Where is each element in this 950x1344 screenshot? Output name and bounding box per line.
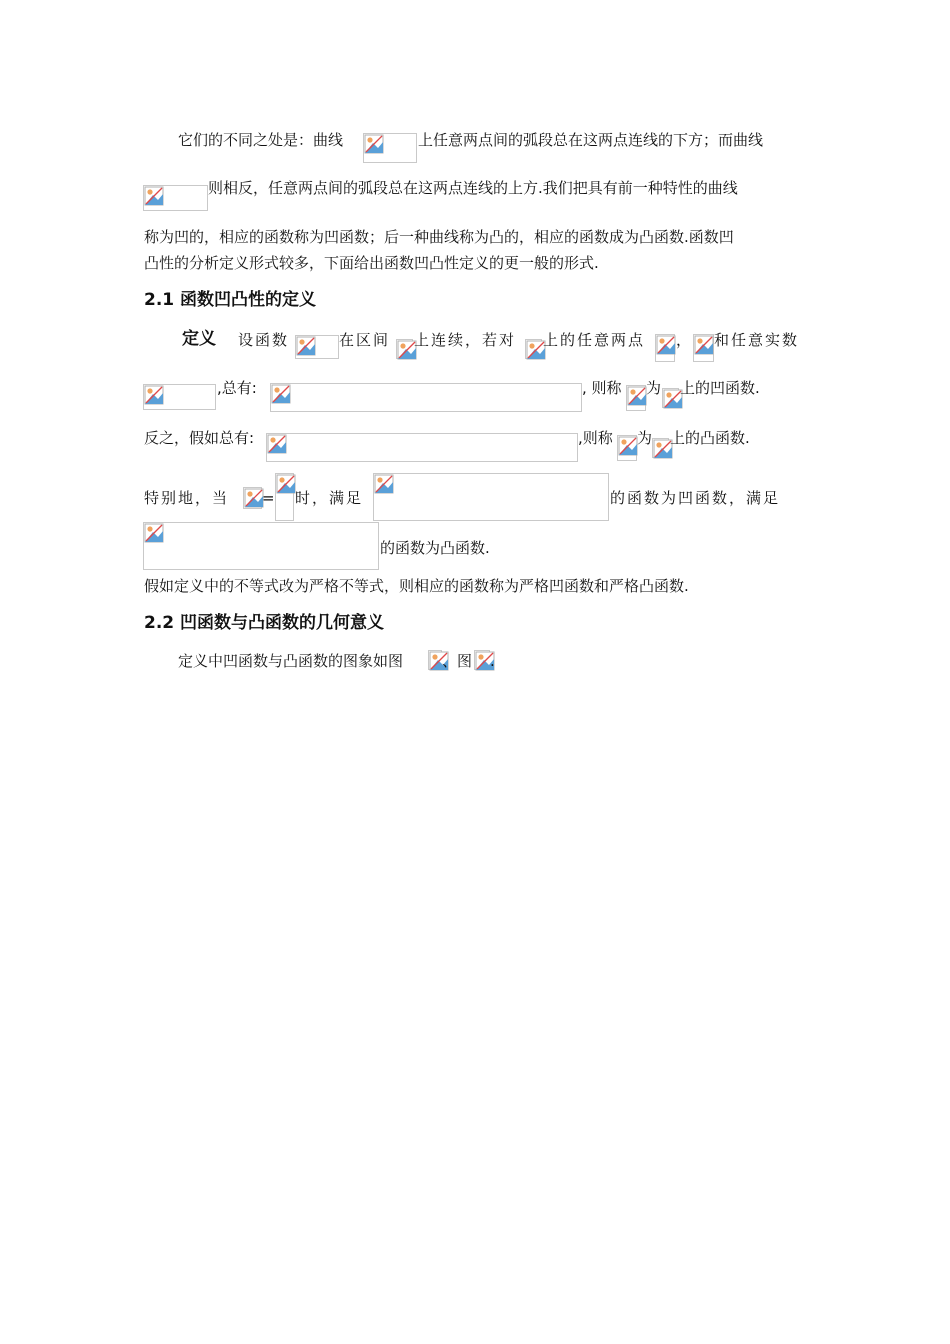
def-line2-c: 为 bbox=[646, 379, 662, 397]
broken-image-icon bbox=[244, 488, 264, 508]
def-line1-a: 设函数 bbox=[238, 331, 290, 349]
para1-line1-b: 上任意两点间的弧段总在这两点连线的下方；而曲线 bbox=[418, 131, 764, 149]
formula-image bbox=[363, 133, 417, 163]
broken-image-icon bbox=[267, 434, 287, 454]
def-line4-c: 时，满足 bbox=[295, 489, 364, 507]
para1-line2: 则相反，任意两点间的弧段总在这两点连线的上方.我们把具有前一种特性的曲线 bbox=[208, 179, 738, 197]
def-line2-a: ,总有: bbox=[217, 379, 257, 397]
def-line1-d: 上的任意两点 bbox=[543, 331, 646, 349]
broken-image-icon bbox=[144, 523, 164, 543]
broken-image-icon bbox=[656, 335, 676, 355]
formula-image bbox=[396, 339, 413, 359]
broken-image-icon bbox=[627, 386, 647, 406]
section-2-2-title: 2.2 凹函数与凸函数的几何意义 bbox=[144, 613, 385, 633]
formula-image bbox=[295, 335, 339, 359]
geom-line1-c: . bbox=[490, 652, 495, 670]
formula-image bbox=[266, 433, 578, 462]
broken-image-icon bbox=[374, 474, 394, 494]
def-line1-b: 在区间 bbox=[339, 331, 391, 349]
broken-image-icon bbox=[276, 474, 296, 494]
geom-line1-a: 定义中凹函数与凸函数的图象如图 bbox=[178, 652, 404, 670]
def-line4-b: = bbox=[262, 489, 275, 507]
formula-image bbox=[373, 473, 609, 521]
broken-image-icon bbox=[271, 384, 291, 404]
def-line3-c: 为 bbox=[637, 429, 653, 447]
formula-image bbox=[626, 385, 646, 411]
broken-image-icon bbox=[144, 186, 164, 206]
formula-image bbox=[275, 473, 294, 521]
def-line1-f: 和任意实数 bbox=[714, 331, 800, 349]
formula-image bbox=[143, 522, 379, 570]
def-line6: 假如定义中的不等式改为严格不等式，则相应的函数称为严格凹函数和严格凸函数. bbox=[144, 577, 689, 595]
formula-image bbox=[652, 438, 669, 458]
formula-image bbox=[655, 334, 675, 362]
formula-image bbox=[662, 388, 679, 408]
formula-image bbox=[525, 339, 542, 359]
para1-line3: 称为凹的，相应的函数称为凹函数；后一种曲线称为凸的，相应的函数成为凸函数.函数凹 bbox=[144, 228, 734, 246]
def-line4-d: 的函数为凹函数，满足 bbox=[610, 489, 781, 507]
broken-image-icon bbox=[144, 385, 164, 405]
def-line2-b: , 则称 bbox=[582, 379, 622, 397]
section-2-1-title: 2.1 函数凹凸性的定义 bbox=[144, 290, 317, 310]
geom-line1-b: 、图 bbox=[442, 652, 473, 670]
formula-image bbox=[143, 185, 208, 211]
formula-image bbox=[474, 650, 490, 670]
broken-image-icon bbox=[694, 335, 714, 355]
formula-image bbox=[693, 334, 714, 362]
def-line3-d: 上的凸函数. bbox=[670, 429, 750, 447]
broken-image-icon bbox=[618, 436, 638, 456]
formula-image bbox=[243, 487, 262, 509]
def-line1-e: ， bbox=[676, 331, 692, 349]
broken-image-icon bbox=[296, 336, 316, 356]
broken-image-icon bbox=[364, 134, 384, 154]
formula-image bbox=[428, 650, 442, 670]
def-line1-c: 上连续，若对 bbox=[414, 331, 517, 349]
definition-label: 定义 bbox=[182, 329, 216, 349]
def-line3-b: ,则称 bbox=[578, 429, 613, 447]
para1-line1-a: 它们的不同之处是：曲线 bbox=[178, 131, 344, 149]
formula-image bbox=[143, 384, 216, 410]
formula-image bbox=[270, 383, 582, 412]
formula-image bbox=[617, 435, 637, 461]
def-line5: 的函数为凸函数. bbox=[380, 539, 490, 557]
def-line2-d: 上的凹函数. bbox=[680, 379, 760, 397]
para1-line4: 凸性的分析定义形式较多，下面给出函数凹凸性定义的更一般的形式. bbox=[144, 254, 599, 272]
def-line3-a: 反之，假如总有: bbox=[144, 429, 255, 447]
def-line4-a: 特别地，当 bbox=[144, 489, 230, 507]
